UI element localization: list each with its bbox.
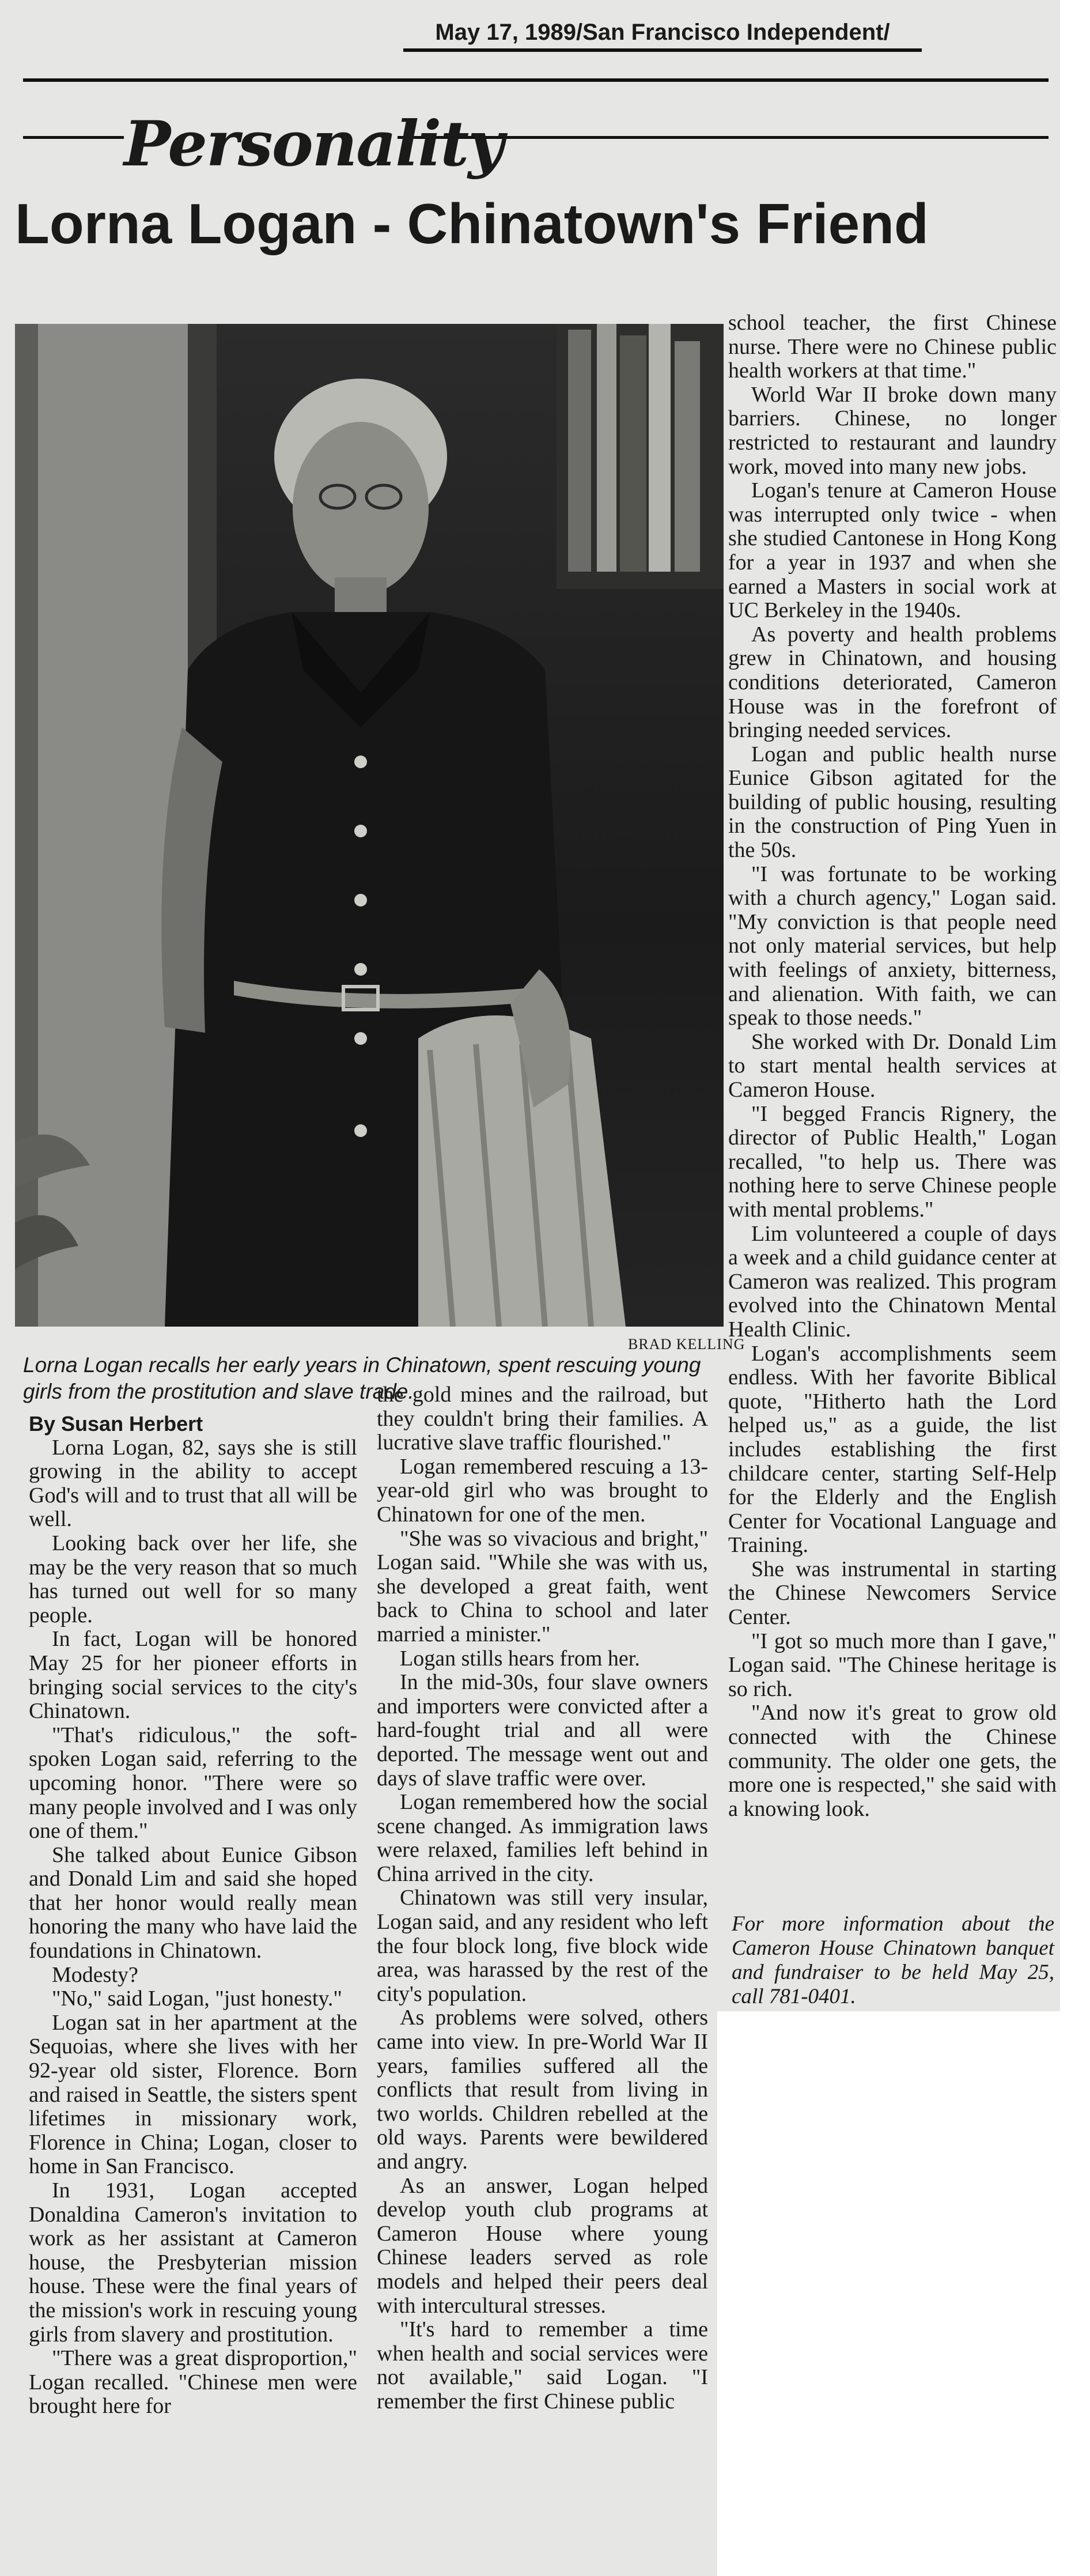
kicker-rule-left — [23, 136, 124, 139]
paragraph: Chinatown was still very insular, Logan said, and any resident who left the four block long, five block wide area, was harassed by the rest of the city's population. — [377, 1886, 708, 2006]
paragraph: Looking back over her life, she may be the very reason that so much has turned out well for so many people. — [29, 1531, 357, 1627]
paragraph: She talked about Eunice Gibson and Donald Lim and said she hoped that her honor would really mean honoring the many who have laid the foundations in Chinatown. — [29, 1842, 357, 1963]
paragraph: "I begged Francis Rignery, the director of Public Health," Logan recalled, "to help us. There was nothing here to serve Chinese people with mental problems." — [728, 1101, 1057, 1222]
paragraph: Lorna Logan, 82, says she is still growing in the ability to accept God's will and to trust that all will be well. — [29, 1435, 357, 1532]
event-info-note: For more information about the Cameron House Chinatown banquet and fundraiser to be held May 25, call 781-0401. — [732, 1912, 1054, 2008]
paragraph: She was instrumental in starting the Chinese Newcomers Service Center. — [728, 1557, 1057, 1630]
paragraph: Lim volunteered a couple of days a week and a child guidance center at Cameron was realized. This program evolved into the Chinatown Mental Health Clinic. — [728, 1221, 1057, 1342]
paragraph: In fact, Logan will be honored May 25 for her pioneer efforts in bringing social services to the city's Chinatown. — [29, 1627, 357, 1724]
paragraph: Logan sat in her apartment at the Sequoias, where she lives with her 92-year old sister, Florence. Born and raised in Seattle, the sisters spent lifetimes in missionary work, Florence in China; Logan, closer to home in San Francisco. — [29, 2010, 357, 2179]
paragraph: In the mid-30s, four slave owners and importers were convicted after a hard-fought trial and all were deported. The message went out and days of slave traffic were over. — [377, 1670, 708, 1791]
paragraph: Logan's tenure at Cameron House was interrupted only twice - when she studied Cantonese in Hong Kong for a year in 1937 and when she earned a Masters in social work at UC Berkeley in the 1940s. — [728, 478, 1057, 623]
paragraph: Logan's accomplishments seem endless. With her favorite Biblical quote, "Hitherto hath the Lord helped us," as a guide, the list includes establishing the first childcare center, starting Self-Help for the Elderly and the English Center for Vocational Language and Training. — [728, 1341, 1057, 1558]
paragraph: Modesty? — [52, 1962, 138, 1987]
paragraph: Logan remembered rescuing a 13-year-old girl who was brought to Chinatown for one of the men. — [377, 1454, 708, 1527]
article-column-1 — [29, 1412, 357, 2419]
paragraph: World War II broke down many barriers. Chinese, no longer restricted to restaurant and laundry work, moved into many new jobs. — [728, 382, 1057, 479]
paragraph: "That's ridiculous," the soft-spoken Logan said, referring to the upcoming honor. "There were so many people involved and I was only one of them." — [29, 1723, 357, 1844]
paragraph: "I got so much more than I gave," Logan said. "The Chinese heritage is so rich. — [728, 1629, 1057, 1701]
byline: By Susan Herbert — [29, 1412, 203, 1436]
paragraph: school teacher, the first Chinese nurse. There were no Chinese public health workers at that time." — [728, 311, 1057, 383]
paragraph: As poverty and health problems grew in Chinatown, and housing conditions deteriorated, Cameron House was in the forefront of bringing needed services. — [728, 622, 1057, 743]
article-column-2 — [377, 1383, 708, 2414]
paragraph: Logan and public health nurse Eunice Gibson agitated for the building of public housing, resulting in the construction of Ping Yuen in the 50s. — [728, 742, 1057, 863]
paragraph: "She was so vivacious and bright," Logan said. "While she was with us, she developed a great faith, went back to China to school and later married a minister." — [377, 1526, 708, 1646]
paragraph: "I was fortunate to be working with a church agency," Logan said. "My conviction is that people need not only material services, but help with feelings of anxiety, bitterness, and alienation. With faith, we can speak to those needs." — [728, 862, 1057, 1030]
photo — [15, 324, 724, 1327]
paragraph: She worked with Dr. Donald Lim to start mental health services at Cameron House. — [728, 1029, 1057, 1102]
photo-caption: Lorna Logan recalls her early years in Chinatown, spent rescuing young girls from the prostitution and slave trade. — [23, 1353, 701, 1403]
paragraph: "There was a great disproportion," Logan recalled. "Chinese men were brought here for — [29, 2346, 357, 2419]
article-column-3 — [728, 311, 1057, 1821]
masthead-rule — [23, 78, 1049, 82]
paragraph: In 1931, Logan accepted Donaldina Cameron's invitation to work as her assistant at Cameron house, the Presbyterian mission house. These were the final years of the mission's work in rescuing young girls from slavery and prostitution. — [29, 2178, 357, 2347]
headline: Lorna Logan - Chinatown's Friend — [15, 192, 929, 255]
paragraph: "And now it's great to grow old connected with the Chinese community. The older one gets, the more one is respected," she said with a knowing look. — [728, 1701, 1057, 1821]
paragraph: Logan stills hears from her. — [400, 1646, 640, 1671]
photo-credit: BRAD KELLING — [628, 1336, 745, 1353]
paragraph: "It's hard to remember a time when health and social services were not available," said Logan. "I remember the first Chinese public — [377, 2317, 708, 2413]
paragraph: the gold mines and the railroad, but they couldn't bring their families. A lucrative slave traffic flourished." — [377, 1383, 708, 1455]
section-kicker: Personality — [124, 108, 503, 180]
paragraph: As an answer, Logan helped develop youth club programs at Cameron House where young Chinese leaders served as role models and helped their peers deal with intercultural stresses. — [377, 2173, 708, 2318]
paragraph: As problems were solved, others came into view. In pre-World War II years, families suffered all the conflicts that result from living in two worlds. Children rebelled at the old ways. Parents were bewildered and angry. — [377, 2005, 708, 2174]
paragraph: Logan remembered how the social scene changed. As immigration laws were relaxed, families left behind in China arrived in the city. — [377, 1790, 708, 1886]
paragraph: "No," said Logan, "just honesty." — [52, 1986, 342, 2011]
dateline: May 17, 1989/San Francisco Independent/ — [403, 16, 922, 52]
